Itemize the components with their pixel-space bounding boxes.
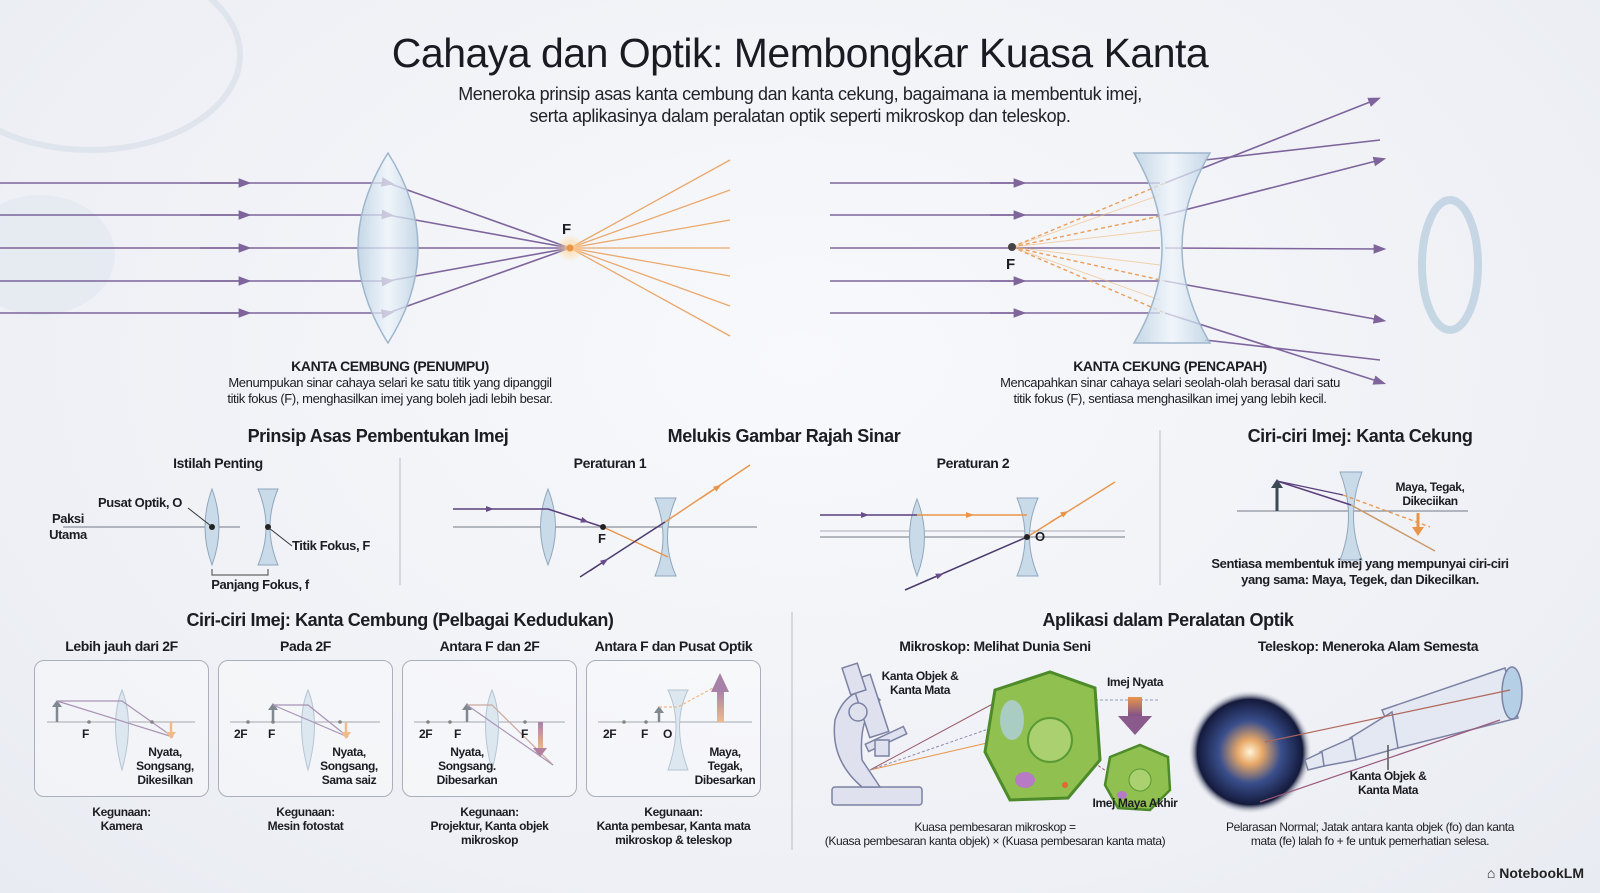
concave-image-label: Dikeciikan — [1402, 494, 1458, 508]
usage-label: Kegunaan: — [276, 805, 335, 819]
case-result: Songsang, — [136, 759, 194, 773]
decorative-lens — [1422, 200, 1478, 330]
ray-diagrams-heading: Melukis Gambar Rajah Sinar — [667, 426, 901, 446]
case-point-label: F — [268, 727, 275, 741]
case-title: Pada 2F — [280, 638, 331, 654]
galaxy-image — [1188, 690, 1312, 814]
convex-desc-line: titik fokus (F), menghasilkan imej yang boleh jadi lebih besar. — [227, 391, 553, 406]
focal-point — [567, 245, 574, 252]
case-result: Nyata, — [450, 745, 484, 759]
telescope-note: mata (fe) lalah fo + fe untuk pemerhatian selesa. — [1250, 834, 1490, 848]
convex-desc-line: Menumpukan sinar cahaya selari ke satu titik yang dipanggil — [228, 375, 552, 390]
case-point-label: F — [82, 727, 89, 741]
rule-1-title: Peraturan 1 — [573, 455, 647, 471]
subtitle-line: serta aplikasinya dalam peralatan optik seperti mikroskop dan teleskop. — [529, 106, 1071, 126]
concave-image-label: Maya, Tegak, — [1395, 480, 1465, 494]
principles-heading: Prinsip Asas Pembentukan Imej — [247, 426, 509, 446]
concave-desc-line: Mencapahkan sinar cahaya selari seolah-olah berasal dari satu — [1000, 375, 1340, 390]
case-usage: mikroskop — [460, 833, 519, 847]
concave-image-desc: Sentiasa membentuk imej yang mempunyai ciri-ciri — [1211, 556, 1509, 571]
case-usage: Projektur, Kanta objek — [430, 819, 549, 833]
telescope-lens-label: Kanta Mata — [1357, 783, 1418, 797]
convex-lens — [358, 153, 418, 343]
case-point-label: F — [454, 727, 461, 741]
telescope-lens-label: Kanta Objek & — [1349, 769, 1427, 783]
notebooklm-icon: ⌂ — [1486, 865, 1500, 881]
brand-name: NotebookLM — [1499, 865, 1584, 881]
principal-axis-label: Paksi — [52, 511, 84, 526]
microscope-formula: (Kuasa pembesaran kanta objek) × (Kuasa pembesaran kanta mata) — [824, 834, 1166, 848]
case-result: Tegak, — [707, 759, 743, 773]
telescope-illustration — [1305, 667, 1522, 770]
case-usage: mikroskop & teleskop — [615, 833, 732, 847]
case-point-label: 2F — [234, 727, 248, 741]
case-result: Maya, — [709, 745, 741, 759]
key-terms-heading: Istilah Penting — [173, 455, 263, 471]
usage-label: Kegunaan: — [92, 805, 151, 819]
case-result: Dibesarkan — [694, 773, 756, 787]
concave-desc-line: titik fokus (F), sentiasa menghasilkan imej yang lebih kecil. — [1013, 391, 1327, 406]
convex-lens-diagram — [0, 153, 730, 343]
case-usage: Mesin fotostat — [267, 819, 344, 833]
case-point-label: 2F — [419, 727, 433, 741]
concave-lens-diagram — [830, 100, 1380, 382]
concave-image-desc: yang sama: Maya, Tegek, dan Dikecilkan. — [1241, 572, 1479, 587]
usage-label: Kegunaan: — [460, 805, 519, 819]
rule-1-diagram — [453, 465, 757, 577]
case-title: Antara F dan Pusat Optik — [594, 638, 753, 654]
case-usage: Kanta pembesar, Kanta mata — [596, 819, 751, 833]
principal-axis-label: Utama — [49, 527, 87, 542]
convex-heading: KANTA CEMBUNG (PENUMPU) — [291, 358, 489, 374]
case-usage: Kamera — [100, 819, 143, 833]
decorative-lens — [0, 195, 115, 315]
rule-2-point: O — [1035, 529, 1045, 544]
convex-cases-heading: Ciri-ciri Imej: Kanta Cembung (Pelbagai Kedudukan) — [186, 610, 614, 630]
microscope-lens-label: Kanta Mata — [889, 683, 950, 697]
case-title: Lebih jauh dari 2F — [65, 638, 178, 654]
applications-heading: Aplikasi dalam Peralatan Optik — [1042, 610, 1294, 630]
down-arrow-icon — [1118, 697, 1152, 735]
case-point-label: F — [641, 727, 648, 741]
rule-2-diagram — [820, 482, 1125, 590]
case-result: Nyata, — [148, 745, 182, 759]
plant-cell-large — [985, 672, 1100, 800]
real-image-label: Imej Nyata — [1106, 675, 1164, 689]
brand-logo — [1487, 865, 1584, 881]
case-point-label: F — [521, 727, 528, 741]
concave-heading: KANTA CEKUNG (PENCAPAH) — [1073, 358, 1267, 374]
case-point-label: 2F — [603, 727, 617, 741]
rule-2-title: Peraturan 2 — [936, 455, 1010, 471]
case-result: Sama saiz — [321, 773, 377, 787]
subtitle-line: Meneroka prinsip asas kanta cembung dan kanta cekung, bagaimana ia membentuk imej, — [458, 84, 1142, 104]
focal-point — [1008, 243, 1016, 251]
concave-image-heading: Ciri-ciri Imej: Kanta Cekung — [1247, 426, 1473, 446]
case-result: Songsang, — [320, 759, 378, 773]
usage-label: Kegunaan: — [644, 805, 703, 819]
case-result: Dibesarkan — [436, 773, 498, 787]
microscope-title: Mikroskop: Melihat Dunia Seni — [899, 638, 1091, 654]
convex-focus-label: F — [562, 221, 571, 238]
microscope-formula: Kuasa pembesaran mikroskop = — [914, 820, 1076, 834]
optical-centre-label: Pusat Optik, O — [98, 495, 182, 510]
focal-point-label: Titik Fokus, F — [292, 538, 370, 553]
case-point-label: O — [663, 727, 672, 741]
concave-focus-label: F — [1006, 256, 1015, 273]
case-title: Antara F dan 2F — [439, 638, 540, 654]
rule-1-point: F — [598, 531, 606, 546]
telescope-title: Teleskop: Meneroka Alam Semesta — [1257, 638, 1479, 654]
page-title: Cahaya dan Optik: Membongkar Kuasa Kanta — [391, 30, 1209, 76]
case-result: Songsang. — [438, 759, 496, 773]
case-result: Nyata, — [332, 745, 366, 759]
microscope-lens-label: Kanta Objek & — [881, 669, 959, 683]
case-result: Dikesilkan — [137, 773, 193, 787]
telescope-note: Pelarasan Normal; Jatak antara kanta objek (fo) dan kanta — [1225, 820, 1515, 834]
focal-length-label: Panjang Fokus, f — [211, 577, 309, 592]
final-image-label: Imej Maya Akhir — [1092, 796, 1178, 810]
